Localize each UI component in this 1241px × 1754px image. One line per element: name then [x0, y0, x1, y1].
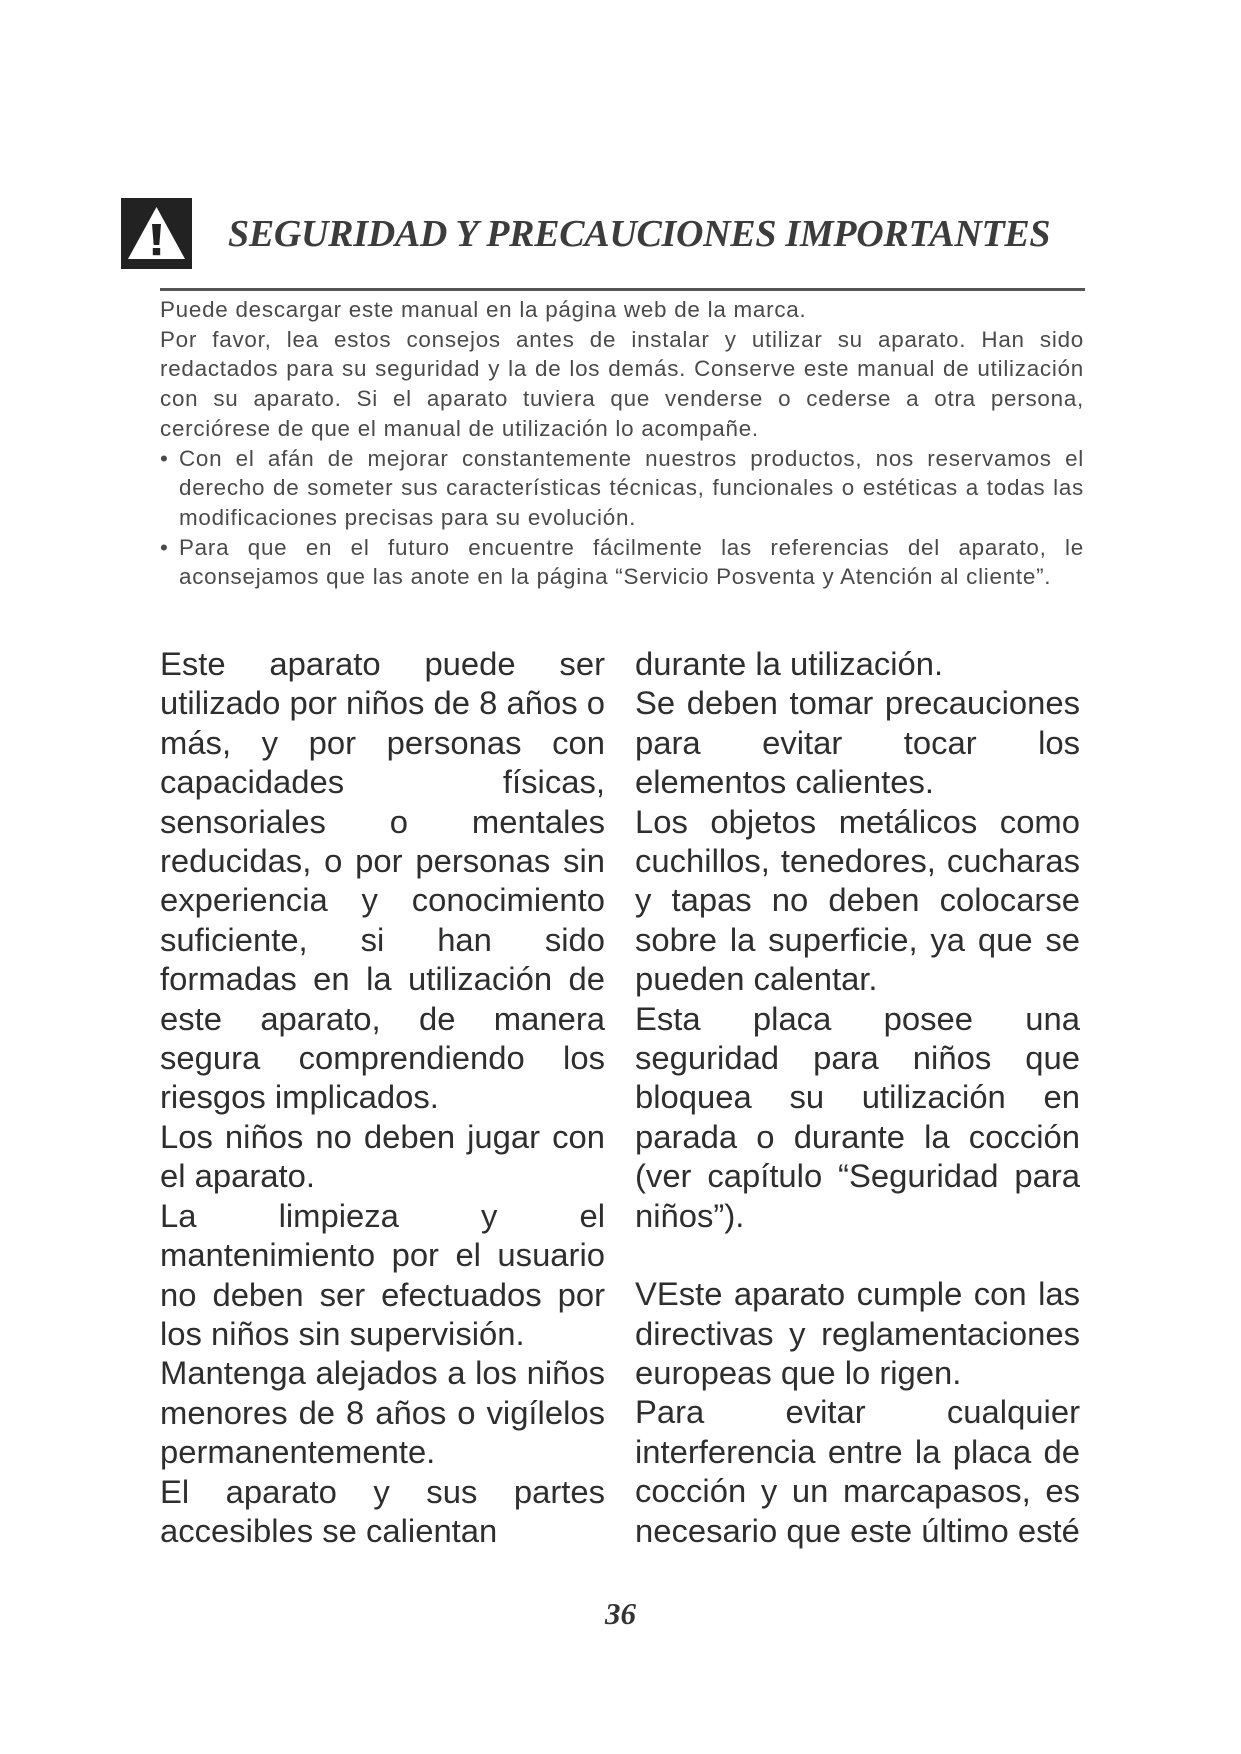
bullet-item: [160, 533, 1084, 592]
left-column: [160, 644, 605, 1550]
bullet-text: Para que en el futuro encuentre fácilmente las referencias del aparato, le aconsejamos que las anote en la página “Servicio Posventa y Atención al cliente”.: [179, 534, 1084, 590]
cleaning-paragraph: La limpieza y el mantenimiento por el usuario no deben ser efectuados por los niños sin supervisión.: [160, 1196, 605, 1352]
right-column: [635, 644, 1080, 1550]
warning-triangle-icon: [121, 198, 192, 269]
supervision-paragraph: Mantenga alejados a los niños menores de 8 años o vigílelos permanentemente.: [160, 1354, 605, 1471]
bullet-item: [160, 444, 1084, 533]
bullet-marker: •: [160, 445, 169, 471]
hot-parts-paragraph: El aparato y sus partes accesibles se calientan: [160, 1472, 605, 1549]
metal-objects-paragraph: Los objetos metálicos como cuchillos, tenedores, cucharas y tapas no deben colocarse sobre la superficie, ya que se pueden calentar.: [635, 802, 1080, 998]
header-divider: [160, 288, 1085, 291]
page-number: 36: [605, 1596, 636, 1631]
children-use-paragraph: Este aparato puede ser utilizado por niños de 8 años o más, y por personas con capacidades físicas, sensoriales o mentales reducidas, o por personas sin experiencia y conocimiento suficiente, si han sido formadas en la utilización de este aparato, de manera segura comprendiendo los riesgos implicados.: [160, 645, 605, 1116]
download-note: Puede descargar este manual en la página web de la marca.: [160, 297, 807, 322]
intro-notes: [160, 295, 1084, 592]
bullet-text: Con el afán de mejorar constantemente nuestros productos, nos reservamos el derecho de someter sus características técnicas, funcionales o estéticas a todas las modificaciones precisas para su evolución.: [179, 445, 1084, 530]
precautions-paragraph: Se deben tomar precauciones para evitar tocar los elementos calientes.: [635, 684, 1080, 801]
read-advice-paragraph: Por favor, lea estos consejos antes de instalar y utilizar su aparato. Han sido redactados para su seguridad y la de los demás. Conserve este manual de utilización con su aparato. Si el aparato tuviera que venderse o cederse a otra persona, cerciórese de que el manual de utilización lo acompañe.: [160, 326, 1084, 441]
child-lock-paragraph: Esta placa posee una seguridad para niños que bloquea su utilización en parada o durante la cocción (ver capítulo “Seguridad para niños”).: [635, 999, 1080, 1234]
page-title: SEGURIDAD Y PRECAUCIONES IMPORTANTES: [228, 213, 1051, 255]
compliance-paragraph: VEste aparato cumple con las directivas y reglamentaciones europeas que lo rigen.: [635, 1275, 1080, 1391]
bullet-marker: •: [160, 534, 169, 560]
pacemaker-paragraph: Para evitar cualquier interferencia entre la placa de cocción y un marcapasos, es necesario que este último esté: [635, 1393, 1080, 1549]
section-header: [121, 196, 1086, 272]
continuation-line: durante la utilización.: [635, 645, 944, 682]
children-play-paragraph: Los niños no deben jugar con el aparato.: [160, 1117, 605, 1195]
